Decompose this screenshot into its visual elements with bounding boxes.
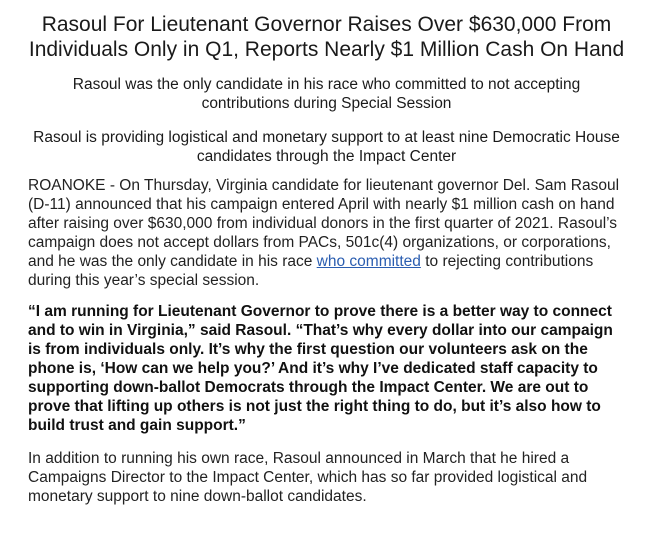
quote-continuation: “That’s why every dollar into our campaign is from individuals only. It’s why the first question our volunteers ask on the phone is, ‘How can we help you?’ And it’s why I’ve dedicated staff capacity to supporting down-ballot Democrats through the Impact Center. We are out to prove that lifting up others is not just the right thing to do, but it’s also how to build trust and gain support.” — [28, 322, 613, 434]
subhead-special-session: Rasoul was the only candidate in his race who committed to not accepting contributions during Special Session — [72, 76, 581, 112]
subhead-impact-center: Rasoul is providing logistical and monetary support to at least nine Democratic House candidates through the Impact Center — [33, 129, 620, 165]
paragraph-announcement — [28, 176, 625, 290]
who-committed-link[interactable]: who committed — [316, 253, 421, 270]
paragraph-impact-center: In addition to running his own race, Rasoul announced in March that he hired a Campaigns Director to the Impact Center, which has so far provided logistical and monetary support to nine down-ballot candidates. — [28, 450, 588, 505]
quote-attribution: said Rasoul. — [195, 322, 296, 339]
announcement-text-end: to rejecting contributions during this year’s special session. — [28, 253, 594, 289]
announcement-text: ROANOKE - On Thursday, Virginia candidate for lieutenant governor Del. Sam Rasoul (D-11) announced that his campaign entered April with nearly $1 million cash on hand after raising over $630,000 from individual donors in the first quarter of 2021. Rasoul’s campaign does not accept dollars from PACs, 501c(4) organizations, or corporations, and he was the only candidate in his race — [28, 177, 620, 270]
paragraph-quote — [28, 302, 625, 435]
headline: Rasoul For Lieutenant Governor Raises Over $630,000 From Individuals Only in Q1, Reports Nearly $1 Million Cash On Hand — [28, 13, 625, 61]
quote-opening: “I am running for Lieutenant Governor to prove there is a better way to connect and to win in Virginia,” — [28, 303, 612, 339]
